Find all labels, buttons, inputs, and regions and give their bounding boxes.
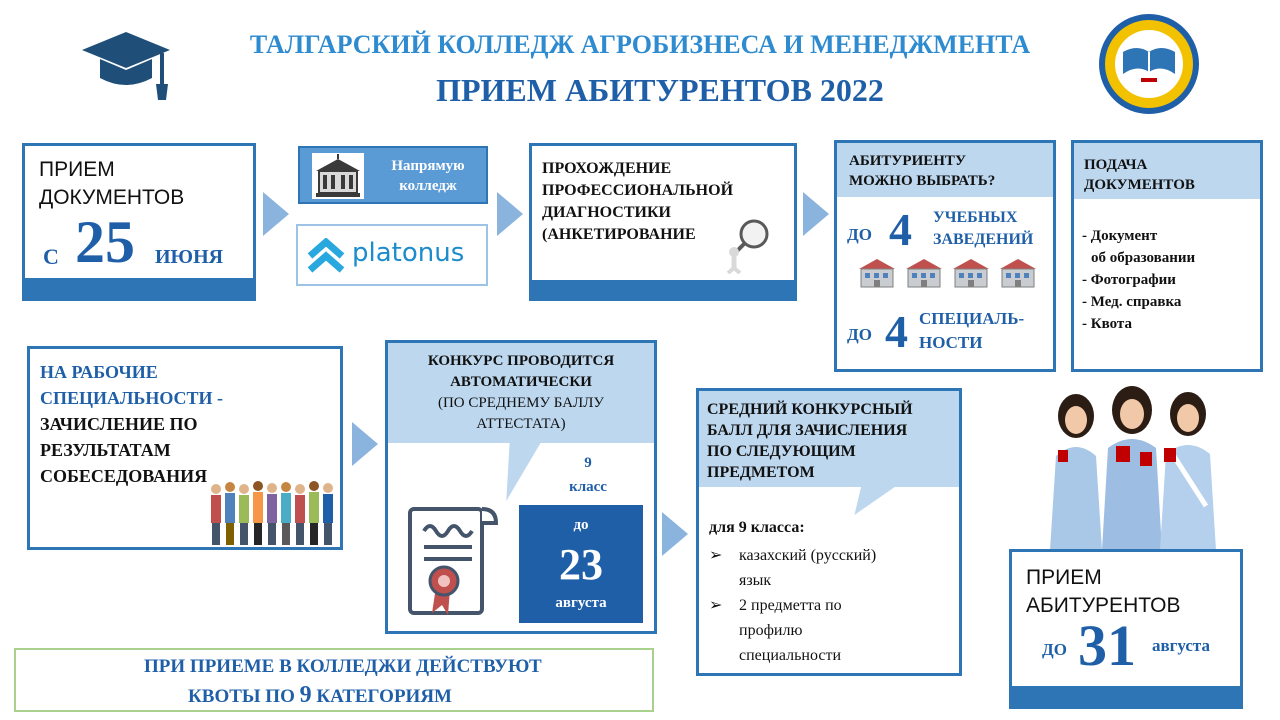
working-specialties-card	[27, 346, 343, 550]
contest-upto: до	[573, 517, 589, 533]
choice-title-line2: МОЖНО ВЫБРАТЬ?	[849, 173, 996, 189]
arrow-right-icon	[263, 192, 289, 236]
choice-label1-line2: ЗАВЕДЕНИЙ	[933, 231, 1034, 248]
contest-line4: АТТЕСТАТА)	[476, 416, 566, 432]
diagnostics-line3: ДИАГНОСТИКИ	[542, 204, 671, 221]
quota-banner	[14, 648, 654, 712]
people-crowd-icon	[208, 477, 336, 547]
average-item2-line2: профилю	[739, 622, 803, 639]
working-line5: СОБЕСЕДОВАНИЯ	[40, 466, 208, 486]
contest-day: 23	[559, 540, 603, 589]
submission-card	[1071, 140, 1263, 372]
contest-grade-word: класс	[569, 479, 607, 495]
direct-line1: Напрямую	[391, 158, 465, 174]
average-line1: СРЕДНИЙ КОНКУРСНЫЙ	[707, 401, 913, 418]
arrow-right-icon	[662, 512, 688, 556]
submission-title-line2: ДОКУМЕНТОВ	[1084, 177, 1195, 193]
deadline-line1: ПРИЕМ	[1026, 566, 1102, 589]
working-line2: СПЕЦИАЛЬНОСТИ -	[40, 388, 224, 408]
average-line4: ПРЕДМЕТОМ	[707, 464, 815, 481]
submission-item1-line1: - Документ	[1082, 228, 1158, 244]
average-item1	[709, 543, 949, 593]
choice-label2-line1: СПЕЦИАЛЬ-	[919, 309, 1025, 328]
choice-count1: 4	[889, 204, 912, 255]
average-item2-line1: ➢ 2 предметта по	[739, 597, 842, 614]
average-line3: ПО СЛЕДУЮЩИМ	[707, 443, 856, 460]
contest-month: августа	[555, 595, 607, 611]
submission-item3: - Мед. справка	[1082, 294, 1182, 310]
contest-line2: АВТОМАТИЧЕСКИ	[450, 374, 592, 390]
contest-deadline-badge	[519, 505, 643, 623]
diagnostics-line1: ПРОХОЖДЕНИЕ	[542, 160, 672, 177]
diagnostics-line4: (АНКЕТИРОВАНИЕ	[542, 226, 696, 243]
docs-start-card	[22, 143, 256, 301]
average-item2-line3: специальности	[739, 647, 842, 664]
working-line4: РЕЗУЛЬТАТАМ	[40, 440, 171, 460]
choice-upto1: ДО	[847, 225, 872, 244]
average-item1-line2: язык	[739, 572, 772, 589]
docs-start-day: 25	[75, 209, 135, 275]
working-line3: ЗАЧИСЛЕНИЕ ПО	[40, 414, 198, 434]
average-item1-line1: ➢ казахский (русский)	[739, 547, 877, 564]
quota-line2-a: КВОТЫ ПО	[188, 686, 300, 707]
docs-start-month: ИЮНЯ	[155, 246, 224, 268]
direct-to-college-card	[298, 146, 488, 204]
contest-card	[385, 340, 657, 634]
direct-line2: колледж	[399, 178, 457, 194]
platonus-logo-icon	[306, 238, 346, 274]
arrow-right-icon	[497, 192, 523, 236]
docs-start-line2: ДОКУМЕНТОВ	[39, 186, 185, 209]
platonus-card[interactable]	[296, 224, 488, 286]
quota-line1: ПРИ ПРИЕМЕ В КОЛЛЕДЖИ ДЕЙСТВУЮТ	[144, 656, 542, 677]
contest-grade-num: 9	[584, 455, 592, 471]
average-score-card	[696, 388, 962, 676]
choice-card	[834, 140, 1056, 372]
magnifier-figure-icon	[724, 216, 780, 274]
deadline-day: 31	[1078, 613, 1136, 678]
graduation-cap-icon	[78, 28, 174, 104]
contest-line3: (ПО СРЕДНЕМУ БАЛЛУ	[437, 395, 605, 411]
average-subtitle: для 9 класса:	[709, 519, 805, 536]
choice-label1-line1: УЧЕБНЫХ	[933, 209, 1018, 226]
deadline-month: августа	[1152, 636, 1210, 655]
arrow-right-icon	[803, 192, 829, 236]
page-title: ПРИЕМ АБИТУРЕНТОВ 2022	[436, 72, 884, 108]
working-line1: НА РАБОЧИЕ	[40, 362, 158, 382]
submission-item1-line2: об образовании	[1091, 250, 1196, 266]
submission-title-line1: ПОДАЧА	[1084, 157, 1148, 173]
choice-count2: 4	[885, 306, 908, 357]
deadline-prefix: ДО	[1042, 640, 1067, 659]
average-item2	[709, 593, 949, 668]
docs-start-prefix: С	[43, 244, 59, 269]
quota-line2-b: КАТЕГОРИЯМ	[311, 686, 452, 707]
diagnostics-card	[529, 143, 797, 301]
submission-item4: - Квота	[1082, 316, 1132, 332]
college-seal-icon	[1097, 12, 1201, 116]
deadline-line2: АБИТУРЕНТОВ	[1026, 594, 1181, 617]
deadline-card	[1009, 549, 1243, 709]
choice-label2-line2: НОСТИ	[919, 333, 983, 352]
diagnostics-line2: ПРОФЕССИОНАЛЬНОЙ	[542, 182, 734, 199]
college-building-icon	[312, 153, 364, 199]
average-line2: БАЛЛ ДЛЯ ЗАЧИСЛЕНИЯ	[707, 422, 908, 439]
college-name: ТАЛГАРСКИЙ КОЛЛЕДЖ АГРОБИЗНЕСА И МЕНЕДЖМЕНТА	[249, 30, 1031, 59]
school-buildings-icon	[857, 257, 1043, 289]
choice-title-line1: АБИТУРИЕНТУ	[849, 153, 966, 169]
contest-line1: КОНКУРС ПРОВОДИТСЯ	[427, 353, 615, 369]
certificate-icon	[402, 501, 498, 621]
graduates-photo	[1036, 386, 1226, 550]
quota-line2-num: 9	[299, 682, 312, 708]
submission-item2: - Фотографии	[1082, 272, 1176, 288]
platonus-logo-text: platonus	[352, 238, 465, 268]
docs-start-line1: ПРИЕМ	[39, 158, 115, 181]
arrow-right-icon	[352, 422, 378, 466]
choice-upto2: ДО	[847, 325, 872, 344]
